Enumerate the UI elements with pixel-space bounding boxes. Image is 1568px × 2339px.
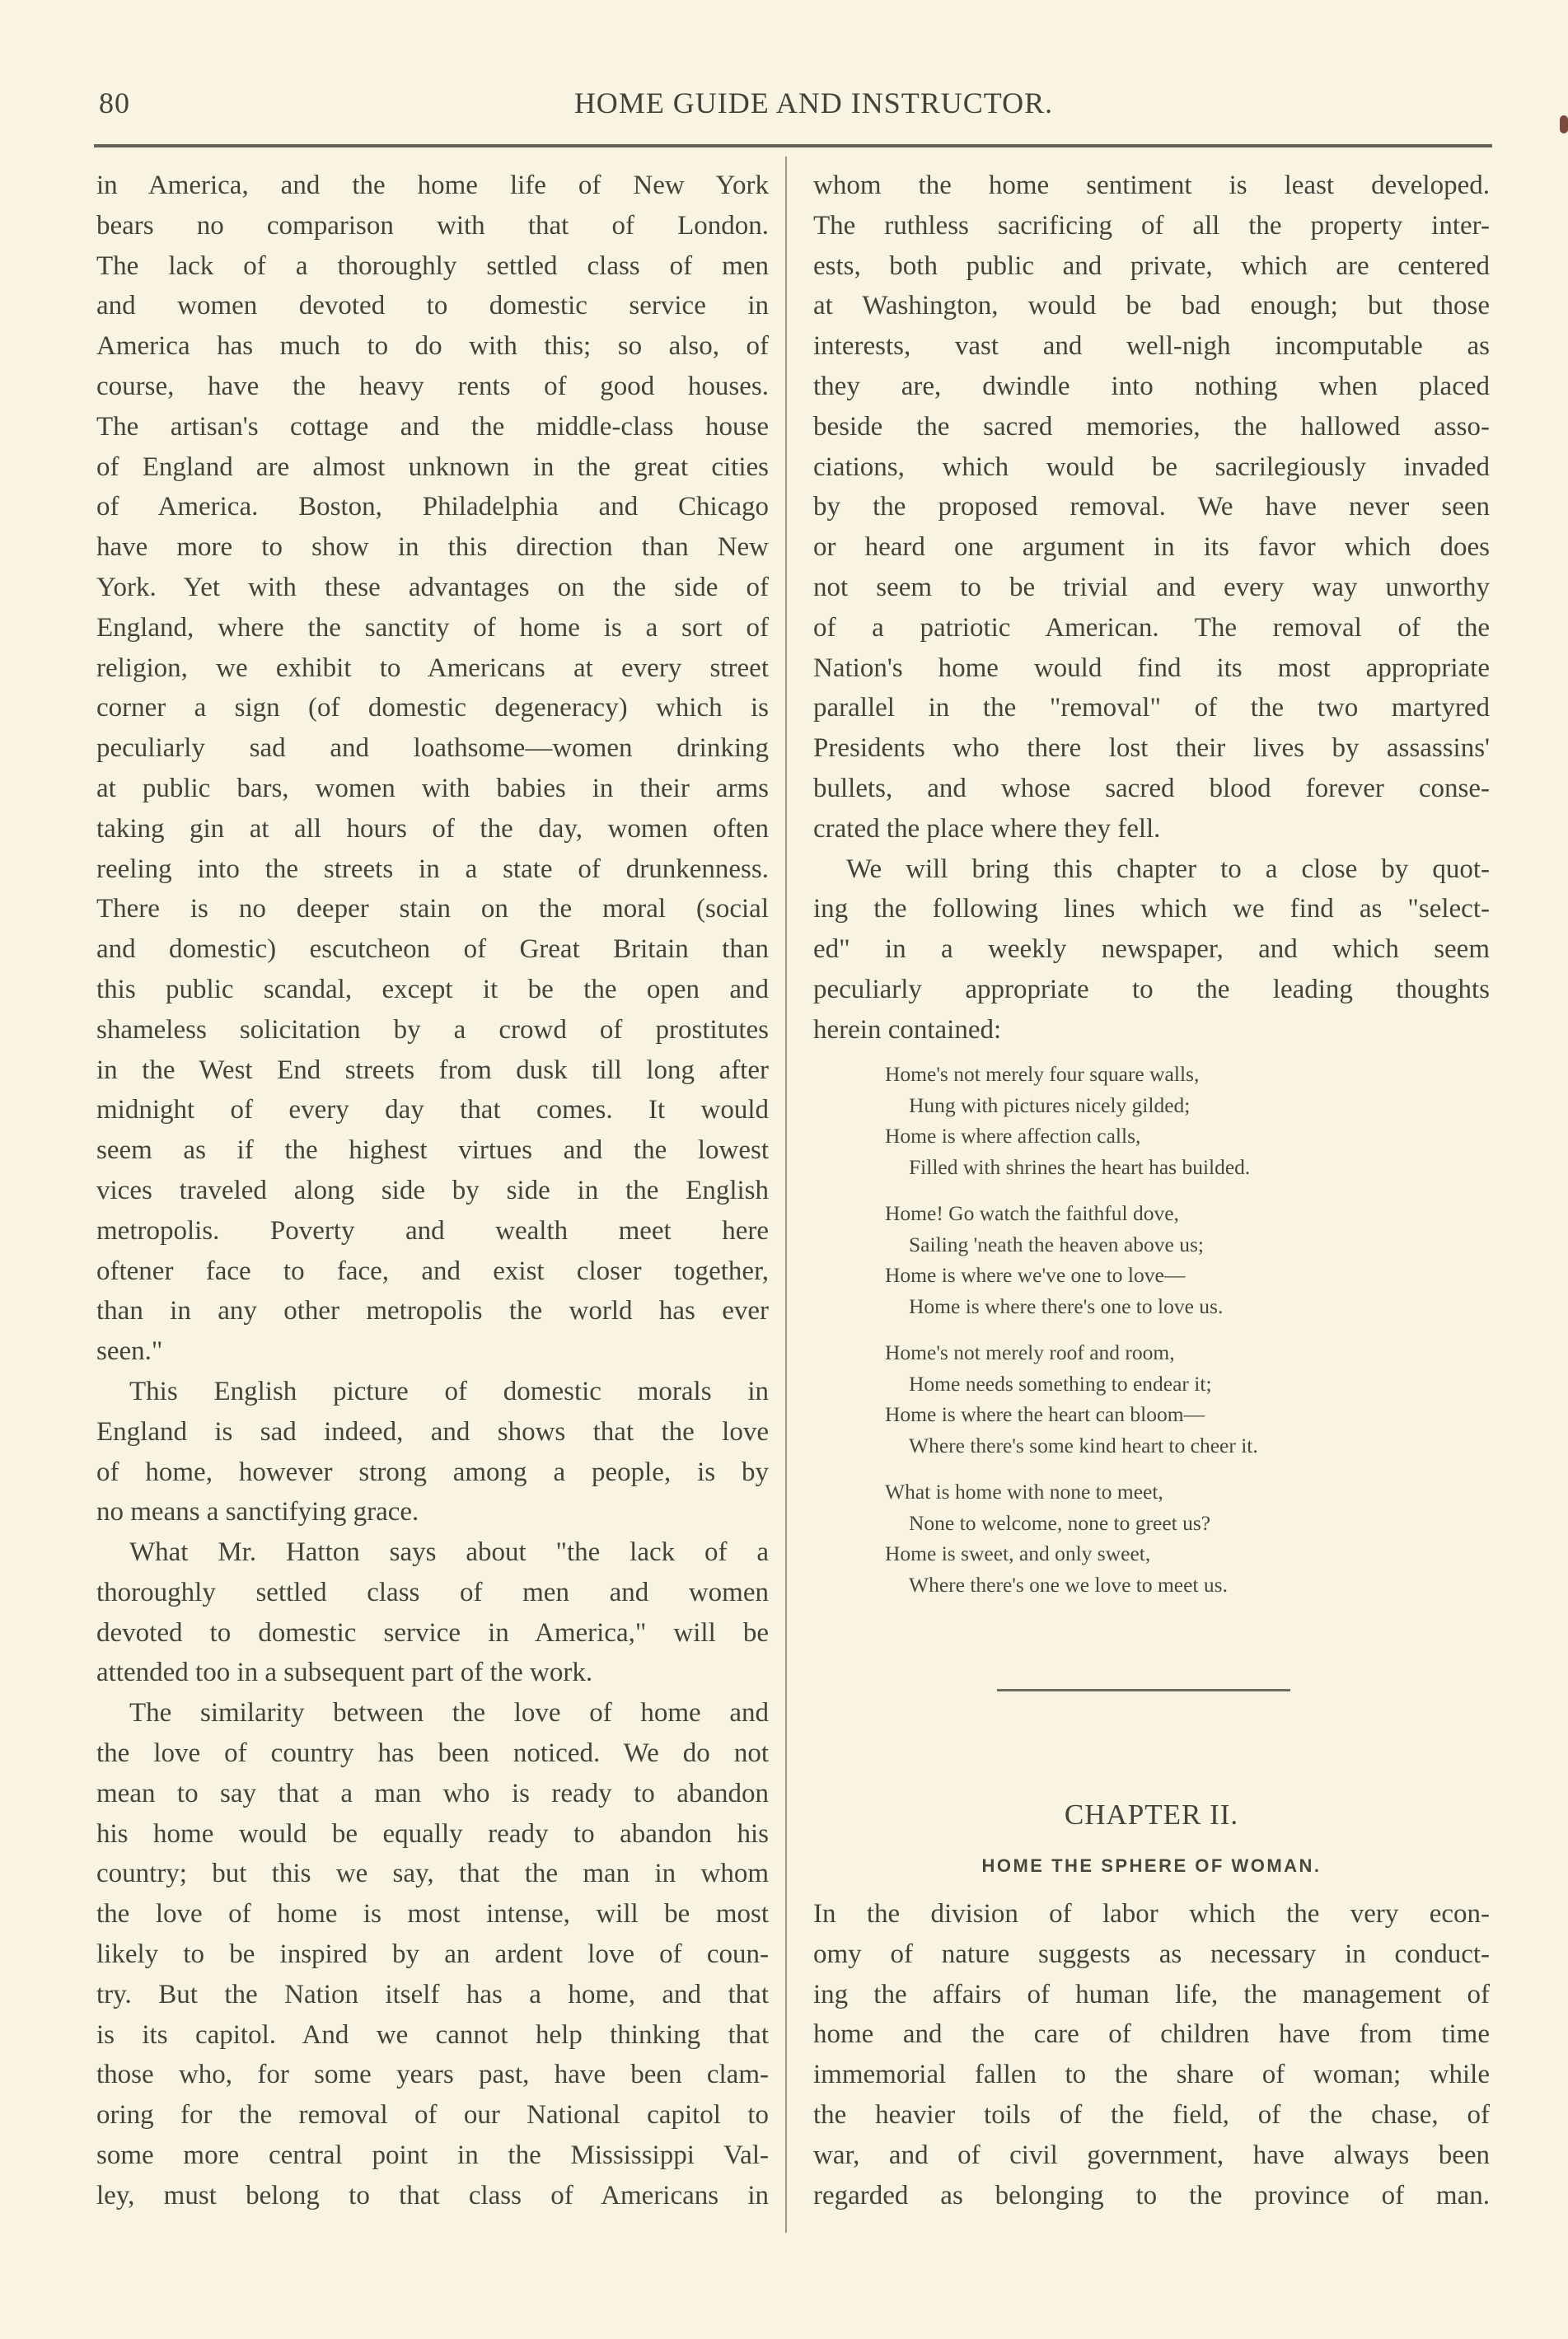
left-column (96, 166, 769, 2216)
column-divider (785, 157, 787, 2233)
text-line: they are, dwindle into nothing when placed (813, 371, 1490, 401)
poem-stanza (885, 1476, 1258, 1600)
text-line: at public bars, women with babies in their arms (96, 773, 769, 803)
text-line: his home would be equally ready to abandon his (96, 1818, 769, 1849)
text-line: vices traveled along side by side in the English (96, 1175, 769, 1205)
text-line: What Mr. Hatton says about "the lack of a (129, 1537, 769, 1568)
text-line: the love of country has been noticed. We do not (96, 1738, 769, 1769)
poem-line: Filled with shrines the heart has builded. (909, 1154, 1251, 1179)
paragraph (96, 1693, 769, 2215)
poem-line: Home is where there's one to love us. (909, 1293, 1224, 1318)
text-line: of home, however strong among a people, is by (96, 1457, 769, 1487)
text-line: seem as if the highest virtues and the lowest (96, 1135, 769, 1166)
text-line: thoroughly settled class of men and women (96, 1577, 769, 1607)
text-line: than in any other metropolis the world has ever (96, 1296, 769, 1326)
text-line: There is no deeper stain on the moral (social (96, 894, 769, 924)
text-line: England is sad indeed, and shows that the love (96, 1416, 769, 1447)
text-line: at Washington, would be bad enough; but those (813, 291, 1490, 321)
page-edge-mark (1560, 115, 1568, 133)
text-line: taking gin at all hours of the day, women often (96, 813, 769, 844)
text-line: likely to be inspired by an ardent love of coun- (96, 1939, 769, 1970)
text-line: ing the following lines which we find as "select- (813, 894, 1490, 924)
text-line: bullets, and whose sacred blood forever conse- (813, 773, 1490, 803)
poem-line: Where there's one we love to meet us. (909, 1572, 1228, 1597)
text-line: crated the place where they fell. (813, 813, 1161, 844)
paragraph (96, 1532, 769, 1693)
text-line: York. Yet with these advantages on the side of (96, 572, 769, 602)
text-line: America has much to do with this; so also, of (96, 331, 769, 362)
text-line: Presidents who there lost their lives by assassins' (813, 733, 1490, 764)
text-line: bears no comparison with that of London. (96, 210, 769, 241)
text-line: try. But the Nation itself has a home, and that (96, 1979, 769, 2009)
poem-line: Home's not merely four square walls, (885, 1062, 1200, 1086)
text-line: midnight of every day that comes. It would (96, 1095, 769, 1125)
poem-line: Home is where we've one to love— (885, 1263, 1186, 1287)
text-line: peculiarly sad and loathsome—women drinking (96, 733, 769, 764)
text-line: omy of nature suggests as necessary in conduct- (813, 1939, 1490, 1969)
text-line: parallel in the "removal" of the two martyred (813, 693, 1490, 723)
text-line: seen." (96, 1336, 163, 1367)
text-line: oftener face to face, and exist closer together, (96, 1256, 769, 1286)
text-line: The lack of a thoroughly settled class of men (96, 250, 769, 281)
paragraph (96, 166, 769, 1372)
text-line: ley, must belong to that class of Americans in (96, 2180, 769, 2210)
text-line: ed" in a weekly newspaper, and which seem (813, 934, 1490, 965)
paragraph (813, 166, 1490, 849)
poem-line: Home's not merely roof and room, (885, 1340, 1175, 1364)
poem-line: Home is where the heart can bloom— (885, 1402, 1205, 1426)
text-line: ing the affairs of human life, the management of (813, 1979, 1490, 2009)
poem-stanza (885, 1198, 1258, 1322)
text-line: this public scandal, except it be the open and (96, 974, 769, 1004)
poem-stanza (885, 1337, 1258, 1461)
chapter-separator-rule (997, 1689, 1290, 1691)
text-line: home and the care of children have from time (813, 2019, 1490, 2050)
poem-line: Where there's some kind heart to cheer it. (909, 1433, 1258, 1457)
text-line: those who, for some years past, have been clam- (96, 2060, 769, 2090)
text-line: The ruthless sacrificing of all the property inter- (813, 210, 1490, 241)
text-line: We will bring this chapter to a close by quot- (846, 854, 1490, 884)
text-line: in America, and the home life of New York (96, 171, 769, 200)
text-line: peculiarly appropriate to the leading thoughts (813, 974, 1490, 1004)
text-line: immemorial fallen to the share of woman; while (813, 2060, 1490, 2090)
text-line: metropolis. Poverty and wealth meet here (96, 1215, 769, 1246)
text-line: course, have the heavy rents of good houses. (96, 371, 769, 401)
text-line: shameless solicitation by a crowd of prostitutes (96, 1014, 769, 1045)
text-line: war, and of civil government, have always been (813, 2140, 1490, 2170)
paragraph (813, 1894, 1490, 2215)
text-line: and domestic) escutcheon of Great Britain than (96, 934, 769, 965)
text-line: corner a sign (of domestic degeneracy) which is (96, 693, 769, 723)
text-line: of a patriotic American. The removal of the (813, 612, 1490, 643)
right-column (813, 166, 1490, 1050)
poem-stanza (885, 1059, 1258, 1182)
running-title: HOME GUIDE AND INSTRUCTOR. (573, 87, 1054, 119)
text-line: have more to show in this direction than New (96, 532, 769, 563)
text-line: England, where the sanctity of home is a sort of (96, 612, 769, 643)
text-line: The artisan's cottage and the middle-class house (96, 411, 769, 442)
text-line: Nation's home would find its most appropriate (813, 653, 1490, 683)
text-line: the heavier toils of the field, of the chase, of (813, 2099, 1490, 2130)
chapter-body (813, 1894, 1490, 2215)
text-line: attended too in a subsequent part of the work. (96, 1658, 593, 1688)
text-line: is its capitol. And we cannot help thinking that (96, 2019, 769, 2050)
text-line: the love of home is most intense, will be most (96, 1899, 769, 1930)
poem-line: Home is where affection calls, (885, 1124, 1141, 1148)
text-line: religion, we exhibit to Americans at every street (96, 653, 769, 683)
text-line: not seem to be trivial and every way unworthy (813, 572, 1490, 602)
text-line: interests, vast and well-nigh incomputable as (813, 331, 1490, 362)
text-line: no means a sanctifying grace. (96, 1497, 419, 1527)
text-line: oring for the removal of our National capitol to (96, 2100, 769, 2131)
poem-line: Home needs something to endear it; (909, 1371, 1212, 1396)
poem-line: Sailing 'neath the heaven above us; (909, 1232, 1204, 1256)
paragraph (96, 1372, 769, 1532)
page-number: 80 (99, 87, 130, 119)
text-line: some more central point in the Mississippi Val- (96, 2140, 769, 2171)
text-line: ests, both public and private, which are centered (813, 250, 1490, 281)
poem (885, 1059, 1258, 1616)
poem-line: Home is sweet, and only sweet, (885, 1541, 1151, 1565)
text-line: This English picture of domestic morals in (129, 1376, 769, 1406)
text-line: or heard one argument in its favor which does (813, 532, 1490, 563)
text-line: herein contained: (813, 1014, 1002, 1045)
poem-line: Hung with pictures nicely gilded; (909, 1092, 1191, 1117)
text-line: In the division of labor which the very econ- (813, 1899, 1490, 1929)
header-rule (94, 144, 1492, 147)
text-line: country; but this we say, that the man in whom (96, 1859, 769, 1889)
chapter-heading: CHAPTER II. (1064, 1799, 1239, 1831)
text-line: regarded as belonging to the province of man. (813, 2180, 1490, 2210)
text-line: devoted to domestic service in America," will be (96, 1617, 769, 1648)
text-line: ciations, which would be sacrilegiously invaded (813, 451, 1490, 482)
poem-line: What is home with none to meet, (885, 1480, 1163, 1504)
chapter-subtitle: HOME THE SPHERE OF WOMAN. (981, 1855, 1322, 1876)
text-line: reeling into the streets in a state of drunkenness. (96, 854, 769, 884)
text-line: of America. Boston, Philadelphia and Chicago (96, 492, 769, 522)
text-line: whom the home sentiment is least developed. (813, 171, 1490, 200)
text-line: The similarity between the love of home and (129, 1698, 769, 1729)
text-line: of England are almost unknown in the great cities (96, 451, 769, 482)
paragraph (813, 849, 1490, 1050)
poem-line: None to welcome, none to greet us? (909, 1510, 1211, 1535)
text-line: mean to say that a man who is ready to abandon (96, 1778, 769, 1808)
text-line: beside the sacred memories, the hallowed asso- (813, 411, 1490, 442)
poem-line: Home! Go watch the faithful dove, (885, 1201, 1179, 1225)
text-line: and women devoted to domestic service in (96, 291, 769, 321)
text-line: in the West End streets from dusk till long after (96, 1055, 769, 1085)
text-line: by the proposed removal. We have never seen (813, 492, 1490, 522)
